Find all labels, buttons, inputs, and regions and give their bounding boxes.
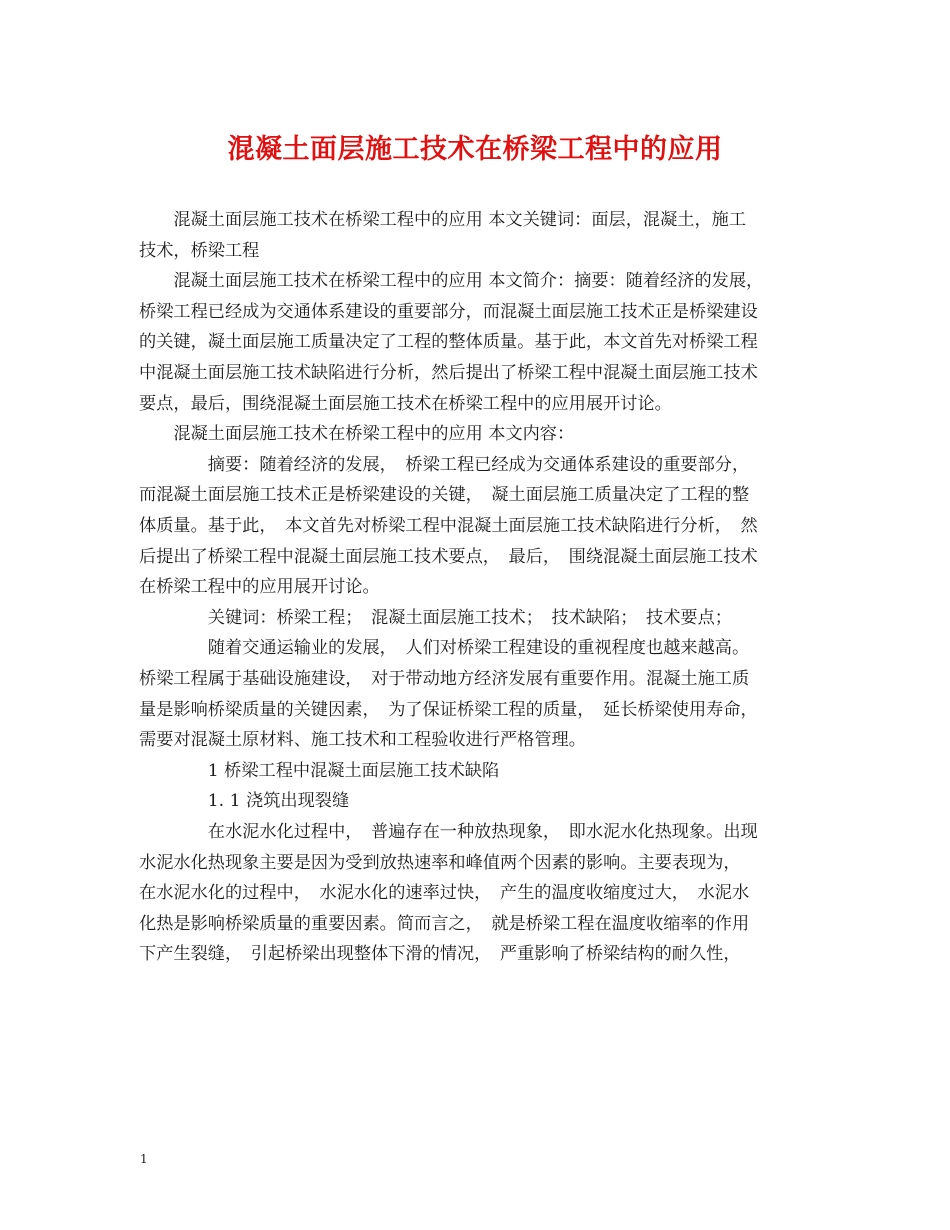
body-text-line: 化热是影响桥梁质量的重要因素。简而言之， 就是桥梁工程在温度收缩率的作用 [139,913,750,934]
body-text-line: 量是影响桥梁质量的关键因素， 为了保证桥梁工程的质量， 延长桥梁使用寿命， [139,699,758,720]
body-text-line: 关键词：桥梁工程； 混凝土面层施工技术； 技术缺陷； 技术要点； [139,607,732,628]
body-text-line: 中混凝土面层施工技术缺陷进行分析，然后提出了桥梁工程中混凝土面层施工技术 [139,363,758,383]
page-number: 1 [140,1152,148,1166]
body-text-line: 桥梁工程已经成为交通体系建设的重要部分，而混凝土面层施工技术正是桥梁建设 [139,301,758,322]
body-text-line: 要点，最后，围绕混凝土面层施工技术在桥梁工程中的应用展开讨论。 [139,393,672,414]
body-text-line: 1 桥梁工程中混凝土面层施工技术缺陷 [139,760,500,781]
body-text-line: 的关键，凝土面层施工质量决定了工程的整体质量。基于此，本文首先对桥梁工程 [139,332,758,353]
body-text-line: 随着交通运输业的发展， 人们对桥梁工程建设的重视程度也越来越高。 [139,638,750,659]
body-text-line: 摘要：随着经济的发展， 桥梁工程已经成为交通体系建设的重要部分， [139,454,750,475]
body-text-line: 水泥水化热现象主要是因为受到放热速率和峰值两个因素的影响。主要表现为， [139,852,741,873]
body-text-line: 在桥梁工程中的应用展开讨论。 [139,577,380,598]
body-text-line: 混凝土面层施工技术在桥梁工程中的应用 本文内容： [139,424,575,445]
body-text-line: 技术，桥梁工程 [139,240,260,261]
body-text-line: 在水泥水化过程中， 普遍存在一种放热现象， 即水泥水化热现象。出现 [139,822,758,842]
body-text-line: 后提出了桥梁工程中混凝土面层施工技术要点， 最后， 围绕混凝土面层施工技术 [139,546,758,567]
body-text-line: 需要对混凝土原材料、施工技术和工程验收进行严格管理。 [139,730,586,751]
body-text-line: 而混凝土面层施工技术正是桥梁建设的关键， 凝土面层施工质量决定了工程的整 [139,485,750,506]
body-text-line: 混凝土面层施工技术在桥梁工程中的应用 本文关键词：面层，混凝土，施工 [139,210,747,230]
body-text-line: 1. 1 浇筑出现裂缝 [139,791,350,812]
body-text-line: 桥梁工程属于基础设施建设， 对于带动地方经济发展有重要作用。混凝土施工质 [139,669,750,689]
body-text-line: 混凝土面层施工技术在桥梁工程中的应用 本文简介：摘要：随着经济的发展， [139,271,764,292]
body-text-line: 下产生裂缝， 引起桥梁出现整体下滑的情况， 严重影响了桥梁结构的耐久性， [139,944,741,965]
body-text-line: 在水泥水化的过程中， 水泥水化的速率过快， 产生的温度收缩度过大， 水泥水 [139,883,750,904]
body-text-line: 体质量。基于此， 本文首先对桥梁工程中混凝土面层施工技术缺陷进行分析， 然 [139,516,758,536]
document-title: 混凝土面层施工技术在桥梁工程中的应用 [227,134,723,165]
